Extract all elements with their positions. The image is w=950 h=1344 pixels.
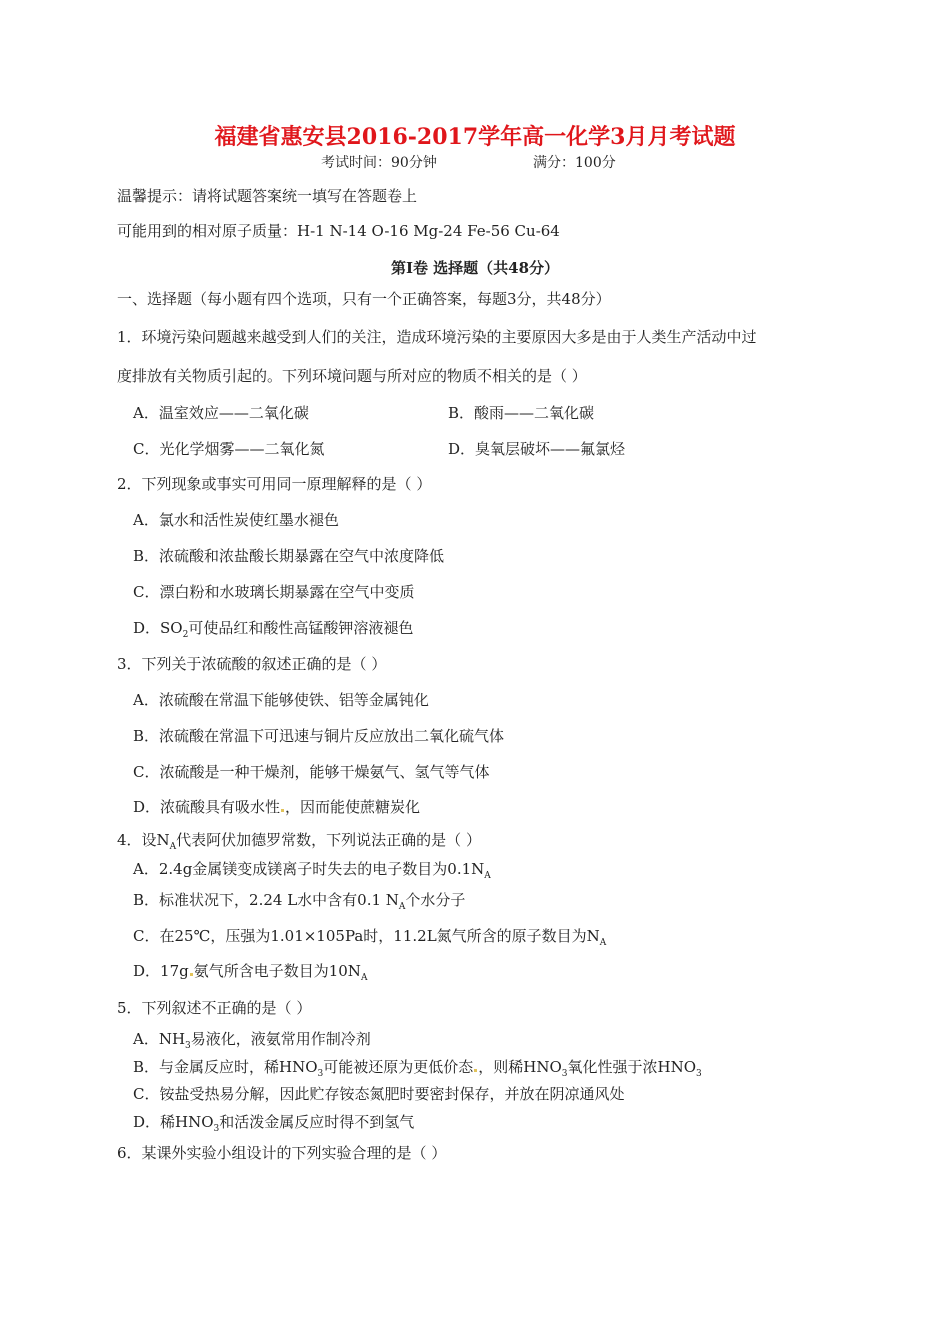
q2-option-b: B．浓硫酸和浓盐酸长期暴露在空气中浓度降低	[133, 547, 445, 565]
q4-stem: 4．设$N_A$代表阿伏加德罗常数，下列说法正确的是（ ）	[117, 831, 481, 852]
stray-mark	[281, 809, 284, 812]
q1-option-b: B．酸雨——二氧化碳	[448, 404, 595, 422]
page-title: 福建省惠安县2016-2017学年高一化学3月月考试题	[214, 124, 736, 150]
q3-option-a: A．浓硫酸在常温下能够使铁、铝等金属钝化	[133, 691, 429, 709]
stray-mark	[190, 973, 193, 976]
q2-option-d: D．$SO_2$可使品红和酸性高锰酸钾溶液褪色	[133, 619, 414, 640]
atomic-mass: 可能用到的相对原子质量：H-1 N-14 O-16 Mg-24 Fe-56 Cu-64	[117, 222, 560, 240]
q3-stem: 3．下列关于浓硫酸的叙述正确的是（ ）	[117, 655, 387, 673]
stray-mark	[474, 1069, 477, 1072]
q5-option-c: C．铵盐受热易分解，因此贮存铵态氮肥时要密封保存，并放在阴凉通风处	[133, 1085, 625, 1103]
q5-stem: 5．下列叙述不正确的是（ ）	[117, 999, 312, 1017]
q3-option-b: B．浓硫酸在常温下可迅速与铜片反应放出二氧化硫气体	[133, 727, 505, 745]
q1-stem-line1: 1．环境污染问题越来越受到人们的关注，造成环境污染的主要原因大多是由于人类生产活动中过	[117, 328, 757, 346]
q6-stem: 6．某课外实验小组设计的下列实验合理的是（ ）	[117, 1144, 447, 1162]
q3-option-c: C．浓硫酸是一种干燥剂，能够干燥氨气、氢气等气体	[133, 763, 490, 781]
q1-option-d: D．臭氧层破坏——氟氯烃	[448, 440, 626, 458]
q3-option-d: D．浓硫酸具有吸水性 ，因而能使蔗糖炭化	[133, 798, 421, 816]
q2-option-a: A．氯水和活性炭使红墨水褪色	[133, 511, 339, 529]
q1-stem-line2: 度排放有关物质引起的。下列环境问题与所对应的物质不相关的是（ ）	[117, 367, 587, 385]
q5-option-d: D．稀$HNO_3$和活泼金属反应时得不到氢气	[133, 1113, 415, 1134]
q5-option-a: A．$NH_3$易液化，液氨常用作制冷剂	[133, 1030, 371, 1051]
q5-option-b: B．与金属反应时，稀$HNO_3$可能被还原为更低价态 ，则稀$HNO_3$氧化性强于浓$HNO_3$	[133, 1058, 702, 1079]
q4-option-a: A．2.4g金属镁变成镁离子时失去的电子数目为$0.1N_A$	[133, 860, 491, 881]
q4-option-d: D．17g 氨气所含电子数目为$10N_A$	[133, 962, 368, 983]
q4-option-b: B．标准状况下，2.24 L水中含有0.1 $N_A$个水分子	[133, 891, 466, 912]
full-score: 满分：100分	[533, 155, 616, 171]
section-title: 第Ⅰ卷 选择题（共48分）	[390, 259, 560, 277]
q1-option-a: A．温室效应——二氧化碳	[133, 404, 309, 422]
section-instructions: 一、选择题（每小题有四个选项，只有一个正确答案，每题3分，共48分）	[117, 290, 611, 308]
q1-option-c: C．光化学烟雾——二氧化氮	[133, 440, 325, 458]
q2-option-c: C．漂白粉和水玻璃长期暴露在空气中变质	[133, 583, 415, 601]
q4-option-c: C．在25℃，压强为1.01×105Pa时，11.2L氮气所含的原子数目为$N_A$	[133, 927, 607, 948]
exam-time: 考试时间：90分钟	[321, 155, 437, 171]
tip: 温馨提示：请将试题答案统一填写在答题卷上	[117, 187, 418, 205]
q2-stem: 2．下列现象或事实可用同一原理解释的是（ ）	[117, 475, 432, 493]
